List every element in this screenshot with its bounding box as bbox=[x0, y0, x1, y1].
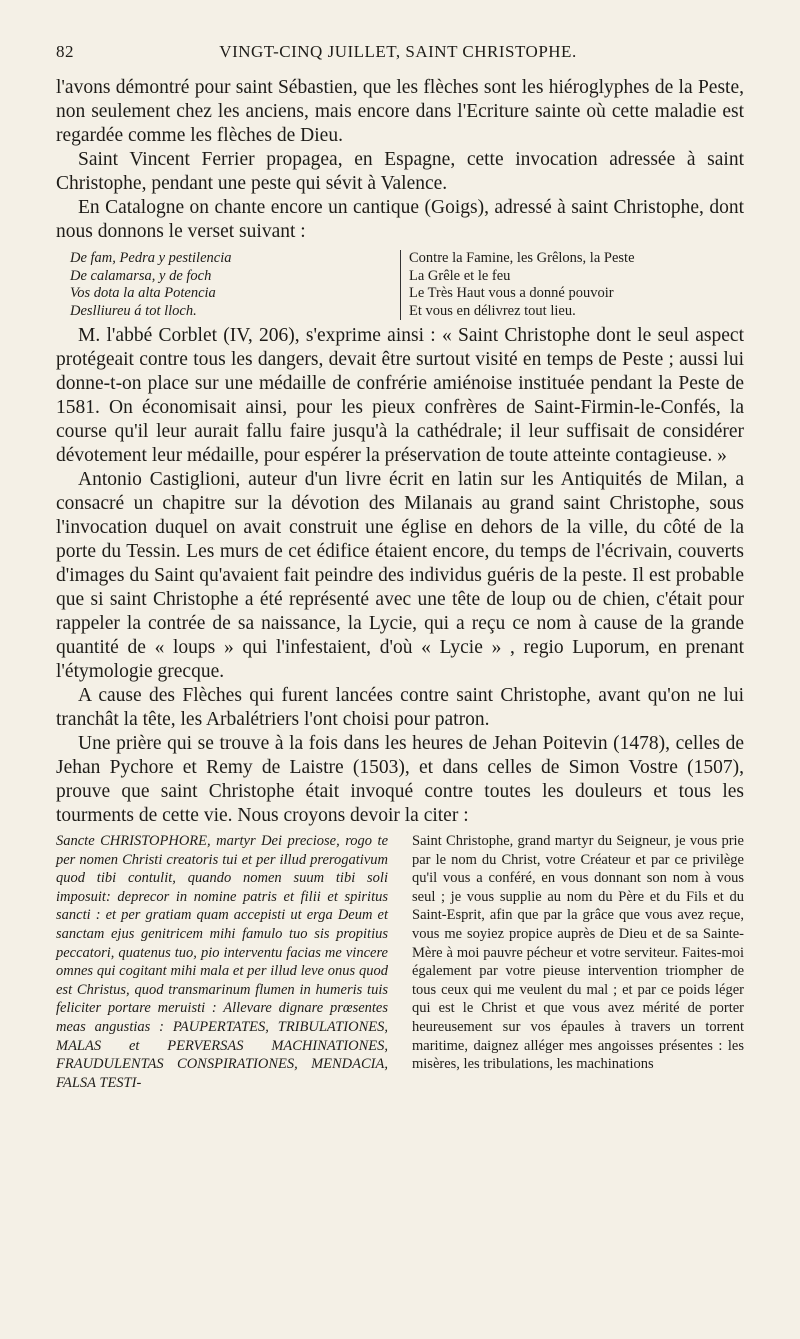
verse-line: De calamarsa, y de foch bbox=[70, 267, 212, 284]
verse-line: Contre la Famine, les Grêlons, la Peste bbox=[409, 250, 635, 266]
latin-prayer-text: Sancte CHRISTOPHORE, martyr Dei preciose, rogo te per nomen Christi creatoris tui et per illud prerogativum quod tibi contulit, quando nomen suum tibi soli imposuit: deprecor in nomine patris et filii et spiritus sancti : et per gratiam quam accepisti ut erga Deum et sanctam ejus genitricem mihi famulo tuo sis propitius peccatori, quatenus tuo, pio interventu facias me vincere omnes qui cogitant mihi mala et per illud leve onus quod est Christus, quod transmarinum flumen in humeris tuis feliciter portare meruisti : Allevare dignare prœsentes meas angustias : PAUPERTATES, TRIBULATIONES, MALAS et PERVERSAS MACHINATIONES, FRAUDULENTAS CONSPIRATIONES, MENDACIA, FALSA TESTI- bbox=[56, 833, 388, 1091]
paragraph-fleches: A cause des Flèches qui furent lancées contre saint Christophe, avant qu'on ne lui tranchât la tête, les Arbalétriers l'ont choisi pour patron. bbox=[56, 685, 744, 730]
paragraph-priere: Une prière qui se trouve à la fois dans les heures de Jehan Poitevin (1478), celles de Jehan Pychore et Remy de Laistre (1503), et dans celles de Simon Vostre (1507), prouve que saint Christophe était invoqué contre toutes les douleurs et tous les tourments de cette vie. Nous croyons devoir la citer : bbox=[56, 733, 744, 826]
prayer-columns bbox=[56, 832, 744, 1092]
verse-line: Vos dota la alta Potencia bbox=[70, 285, 216, 301]
french-prayer: Saint Christophe, grand martyr du Seigneur, je vous prie par le nom du Christ, votre Créateur et par ce privilège qu'il vous a conféré, en vous donnant son nom à vous seul ; je vous supplie au nom du Père et du Fils et du Saint-Esprit, afin que par la grâce que vous avez reçue, vous me soyiez propice auprès de Dieu et de sa Sainte-Mère à moi pauvre pécheur et votre serviteur. Faites-moi également par votre pieuse intervention triompher de tous ceux qui me veulent du mal ; et par ce poids léger qui est le Christ et que vous avez mérité de porter heureusement sur vos épaules à travers un torrent maritime, daignez alléger mes angoisses présentes : les misères, les tribulations, les machinations bbox=[412, 833, 744, 1073]
verse-line: Le Très Haut vous a donné pouvoir bbox=[409, 285, 614, 301]
latin-prayer bbox=[56, 832, 388, 1092]
paragraph-2: Saint Vincent Ferrier propagea, en Espagne, cette invocation adressée à saint Christophe, pendant une peste qui sévit à Valence. bbox=[56, 149, 744, 194]
paragraph-corblet: M. l'abbé Corblet (IV, 206), s'exprime ainsi : « Saint Christophe dont le seul aspect protégeait contre tous les dangers, devait être surtout visité en temps de Peste ; aussi lui donne-t-on place sur une médaille de confrérie amiénoise instituée pendant la Peste de 1581. On économisait ainsi, pour les pieux confrères de Saint-Firmin-le-Confés, la course qu'il leur aurait fallu faire jusqu'à la cathédrale; il leur suffisait de considérer dévotement leur médaille, pour espérer la préservation de toute atteinte contagieuse. » bbox=[56, 325, 744, 466]
goigs-verse bbox=[70, 250, 744, 320]
verse-catalan bbox=[70, 250, 400, 320]
running-title: VINGT-CINQ JUILLET, SAINT CHRISTOPHE. bbox=[219, 42, 577, 61]
paragraph-3: En Catalogne on chante encore un cantique (Goigs), adressé à saint Christophe, dont nous donnons le verset suivant : bbox=[56, 197, 744, 242]
verse-line: De fam, Pedra y pestilencia bbox=[70, 250, 232, 266]
verse-french bbox=[400, 250, 744, 320]
verse-line: La Grêle et le feu bbox=[409, 267, 511, 284]
paragraph-1: l'avons démontré pour saint Sébastien, que les flèches sont les hiéroglyphes de la Peste, non seulement chez les anciens, mais encore dans l'Ecriture sainte où cette maladie est regardée comme les flèches de Dieu. bbox=[56, 77, 744, 146]
verse-line: Deslliureu á tot lloch. bbox=[70, 302, 197, 319]
paragraph-castiglioni: Antonio Castiglioni, auteur d'un livre écrit en latin sur les Antiquités de Milan, a consacré un chapitre sur la dévotion des Milanais au grand saint Christophe, sous l'invocation duquel on avait construit une église en dehors de la ville, du côté de la porte du Tessin. Les murs de cet édifice étaient encore, du temps de l'écrivain, couverts d'images du Saint qu'avaient fait peindre des individus guéris de la peste. Il est probable que si saint Christophe a été représenté avec une tête de loup ou de chien, c'était pour rappeler la contrée de sa naissance, la Lycie, qui a reçu ce nom à cause de la grande quantité de « loups » qui l'infestaient, d'où « Lycie » , regio Luporum, en prenant l'étymologie grecque. bbox=[56, 469, 744, 682]
running-header bbox=[56, 42, 744, 62]
page-number: 82 bbox=[56, 42, 74, 61]
verse-line: Et vous en délivrez tout lieu. bbox=[409, 302, 576, 319]
